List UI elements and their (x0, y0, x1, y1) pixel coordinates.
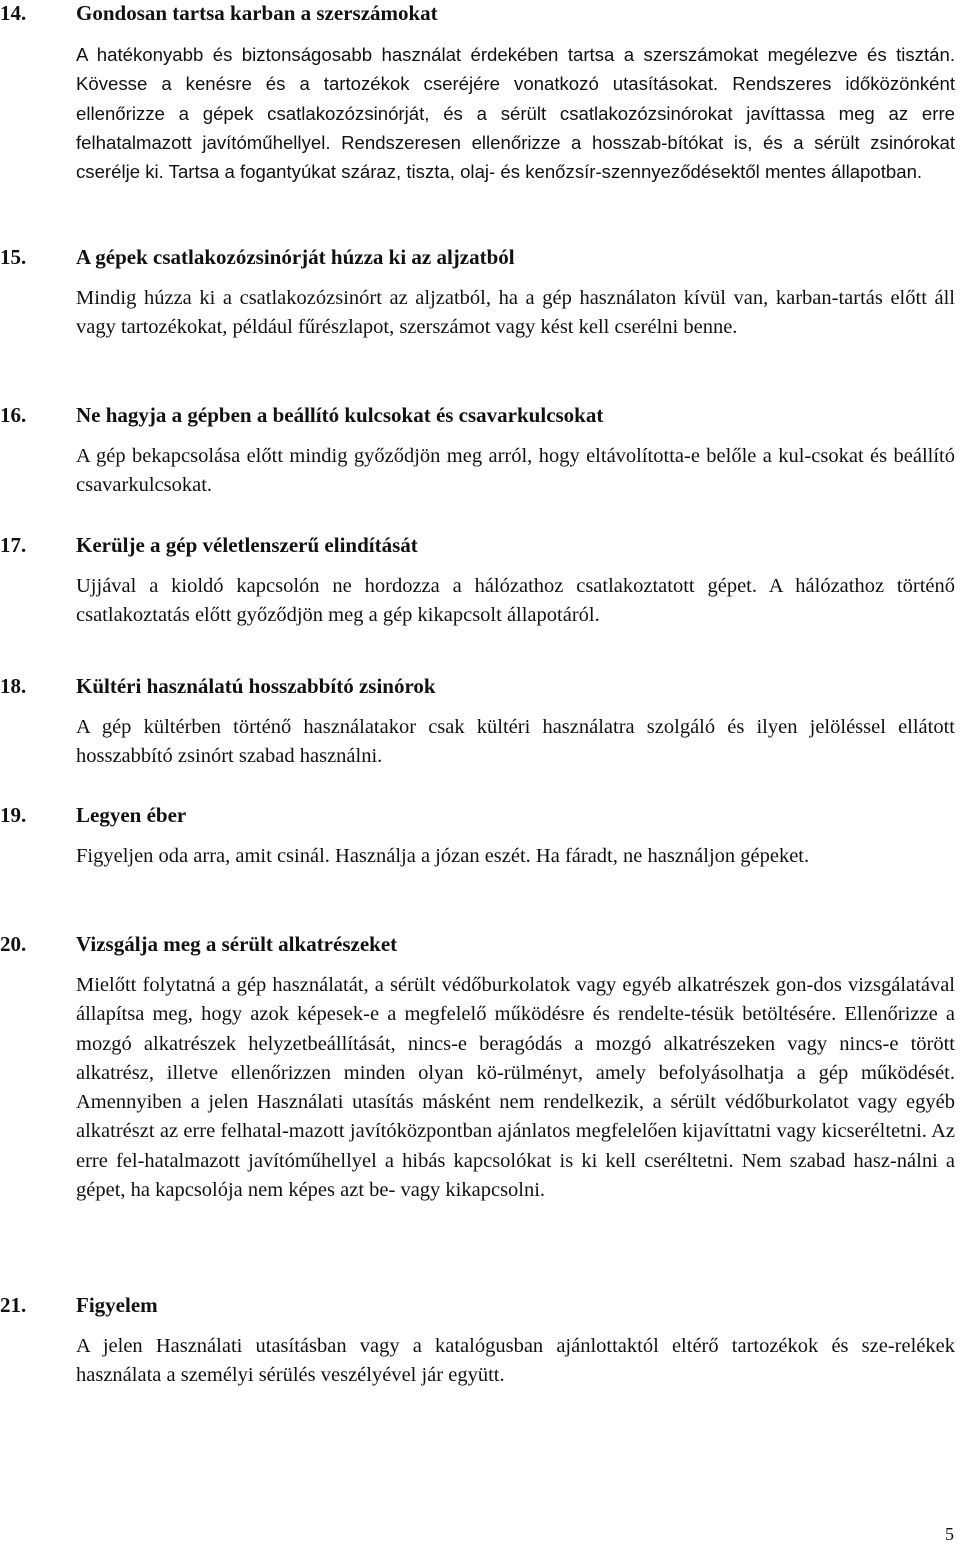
section-heading (0, 673, 960, 699)
section-number: 18. (0, 674, 27, 698)
section-title: Kültéri használatú hosszabbító zsinórok (76, 674, 436, 698)
section-number: 21. (0, 1293, 27, 1317)
section-heading (0, 402, 960, 428)
section-title: Vizsgálja meg a sérült alkatrészeket (76, 932, 398, 956)
section-paragraph: A hatékonyabb és biztonságosabb használat érdekében tartsa a szerszámokat megélezve és tisztán. Kövesse a kenésre és a tartozékok cseréjére vonatkozó utasításokat. Rendszeres időközönként ellenőrizze a gépek csatlakozózsinórját, és a sérült csatlakozózsinórokat javíttassa meg az erre felhatalmazott javítóműhellyel. Rendszeresen ellenőrizze a hosszab-bítókat is, és a sérült zsinórokat cserélje ki. Tartsa a fogantyúkat száraz, tiszta, olaj- és kenőzsír-szennyeződésektől mentes állapotban. (76, 44, 955, 183)
section-paragraph: Mindig húzza ki a csatlakozózsinórt az aljzatból, ha a gép használaton kívül van, karban-tartás előtt áll vagy tartozékokat, például fűrészlapot, szerszámot vagy kést kell cserélni benne. (76, 287, 955, 339)
section-number: 17. (0, 533, 27, 557)
section-title: Gondosan tartsa karban a szerszámokat (76, 1, 438, 25)
section-heading (0, 1292, 960, 1318)
section-title: Ne hagyja a gépben a beállító kulcsokat és csavarkulcsokat (76, 403, 604, 427)
section-16 (0, 402, 960, 501)
section-17 (0, 532, 960, 631)
section-paragraph: A gép kültérben történő használatakor csak kültéri használatra szolgáló és ilyen jelöléssel ellátott hosszabbító zsinórt szabad használni. (76, 716, 955, 768)
page-number: 5 (945, 1524, 954, 1544)
section-heading (0, 931, 960, 957)
section-paragraph: A gép bekapcsolása előtt mindig győződjön meg arról, hogy eltávolította-e belőle a kul-csokat és beállító csavarkulcsokat. (76, 445, 955, 497)
section-title: A gépek csatlakozózsinórját húzza ki az aljzatból (76, 245, 515, 269)
section-number: 19. (0, 803, 27, 827)
section-paragraph: Figyeljen oda arra, amit csinál. Használja a józan eszét. Ha fáradt, ne használjon gépeket. (76, 845, 810, 867)
section-paragraph: Ujjával a kioldó kapcsolón ne hordozza a hálózathoz csatlakoztatott gépet. A hálózathoz történő csatlakoztatás előtt győződjön meg a gép kikapcsolt állapotáról. (76, 575, 955, 627)
section-20 (0, 931, 960, 1205)
section-14 (0, 0, 960, 186)
section-21 (0, 1292, 960, 1391)
section-number: 14. (0, 1, 27, 25)
section-heading (0, 0, 960, 26)
section-heading (0, 244, 960, 270)
section-title: Legyen éber (76, 803, 187, 827)
section-paragraph: Mielőtt folytatná a gép használatát, a sérült védőburkolatok vagy egyéb alkatrészek gon-dos vizsgálatával állapítsa meg, hogy azok képesek-e a megfelelő működésre és rendelte-tésük betöltésére. Ellenőrizze a mozgó alkatrészek helyzetbeállítását, nincs-e beragódás a mozgó alkatrészeken vagy nincs-e törött alkatrész, illetve ellenőrizzen minden olyan kö-rülményt, amely befolyásolhatja a gép működését. Amennyiben a jelen Használati utasítás másként nem rendelkezik, a sérült védőburkolatot vagy egyéb alkatrészt az erre felhatal-mazott javítóközpontban ajánlatos megfelelően kijavíttatni vagy kicseréltetni. Az erre fel-hatalmazott javítóműhellyel a hibás kapcsolókat is ki kell cseréltetni. Nem szabad hasz-nálni a gépet, ha kapcsolója nem képes azt be- vagy kikapcsolni. (76, 974, 955, 1202)
section-heading (0, 802, 960, 828)
section-heading (0, 532, 960, 558)
section-number: 20. (0, 932, 27, 956)
section-15 (0, 244, 960, 343)
section-title: Kerülje a gép véletlenszerű elindítását (76, 533, 418, 557)
section-paragraph: A jelen Használati utasításban vagy a katalógusban ajánlottaktól eltérő tartozékok és sze-relékek használata a személyi sérülés veszélyével jár együtt. (76, 1335, 955, 1387)
section-number: 16. (0, 403, 27, 427)
section-19 (0, 802, 960, 871)
section-title: Figyelem (76, 1293, 158, 1317)
section-18 (0, 673, 960, 772)
section-number: 15. (0, 245, 27, 269)
